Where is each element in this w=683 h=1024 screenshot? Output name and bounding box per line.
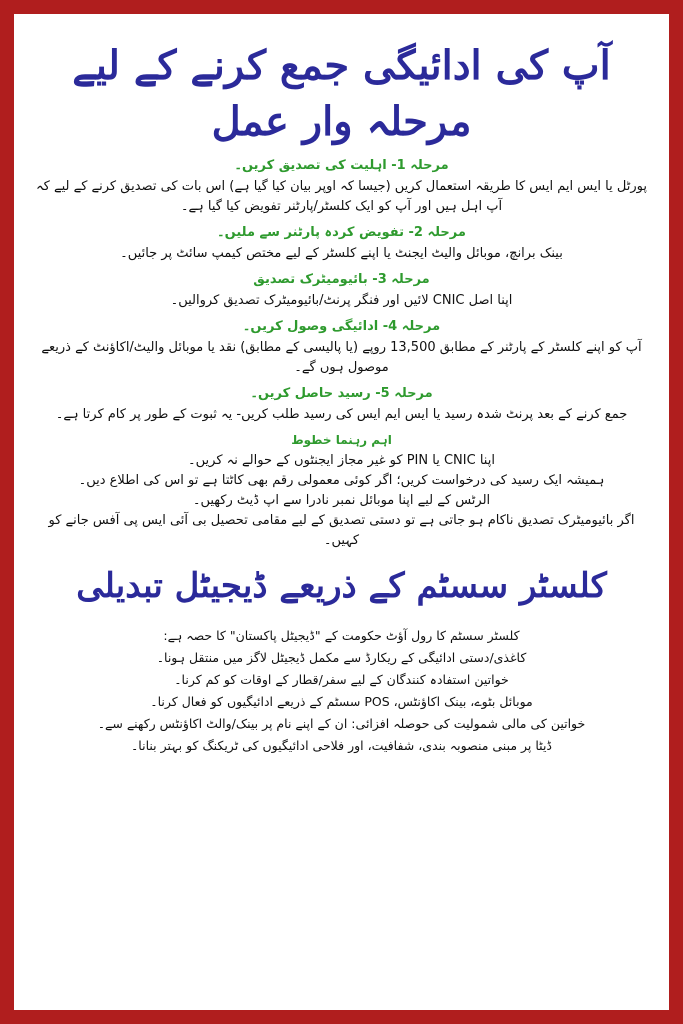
step-title: مرحلہ 5- رسید حاصل کریں۔ bbox=[250, 386, 433, 401]
step-text: بینک برانچ، موبائل والیٹ ایجنٹ یا اپنے کلسٹر کے لیے مختص کیمپ سائٹ پر جائیں۔ bbox=[120, 246, 563, 261]
section-title: کلسٹر سسٹم کے ذریعے ڈیجیٹل تبدیلی bbox=[76, 566, 607, 606]
step-title: مرحلہ 2- تفویض کردہ پارٹنر سے ملیں۔ bbox=[217, 225, 466, 240]
step-title: مرحلہ 1- اہلیت کی تصدیق کریں۔ bbox=[234, 158, 449, 173]
bullet-item: کاغذی/دستی ادائیگی کے ریکارڈ سے مکمل ڈیجیٹل لاگز میں منتقل ہونا۔ bbox=[156, 650, 527, 665]
step-text: اپنا اصل CNIC لائیں اور فنگر پرنٹ/بائیومیٹرک تصدیق کروالیں۔ bbox=[170, 293, 513, 308]
bullet-item: خواتین استفادہ کنندگان کے لیے سفر/قطار کے اوقات کو کم کرنا۔ bbox=[174, 672, 509, 687]
main-title: آپ کی ادائیگی جمع کرنے کے لیے مرحلہ وار عمل bbox=[72, 42, 611, 145]
step-text: جمع کرنے کے بعد پرنٹ شدہ رسید یا ایس ایم ایس کی رسید طلب کریں- یہ ثبوت کے طور پر کام کرتا ہے۔ bbox=[55, 407, 628, 422]
tips-title: اہم رہنما خطوط bbox=[291, 433, 392, 447]
tip-item: الرٹس کے لیے اپنا موبائل نمبر نادرا سے اپ ڈیٹ رکھیں۔ bbox=[192, 493, 491, 508]
step-2 bbox=[36, 223, 647, 264]
bullet-item: خواتین کی مالی شمولیت کی حوصلہ افزائی: ان کے اپنے نام پر بینک/والٹ اکاؤنٹس رکھنے سے۔ bbox=[97, 716, 586, 731]
bullet-item: ڈیٹا پر مبنی منصوبہ بندی، شفافیت، اور فلاحی ادائیگیوں کی ٹریکنگ کو بہتر بنانا۔ bbox=[130, 738, 552, 753]
page-frame bbox=[14, 14, 669, 1010]
content bbox=[14, 38, 669, 757]
step-text: پورٹل یا ایس ایم ایس کا طریقہ استعمال کریں (جیسا کہ اوپر بیان کیا گیا ہے) اس بات کی تصدیق کرنے کے لیے کہ آپ اہل ہیں اور آپ کو ایک کلسٹر/پارٹنر تفویض کیا گیا ہے۔ bbox=[36, 179, 647, 214]
tips bbox=[36, 431, 647, 551]
tip-item: اگر بائیومیٹرک تصدیق ناکام ہو جاتی ہے تو دستی تصدیق کے لیے مقامی تحصیل بی آئی ایس پی آفس جانے کو کہیں۔ bbox=[48, 513, 635, 548]
step-title: مرحلہ 4- ادائیگی وصول کریں۔ bbox=[242, 319, 441, 334]
step-3 bbox=[36, 270, 647, 311]
bullet-item: موبائل بٹوے، بینک اکاؤنٹس، POS سسٹم کے ذریعے ادائیگیوں کو فعال کرنا۔ bbox=[150, 694, 533, 709]
bullet-item: کلسٹر سسٹم کا رول آؤٹ حکومت کے "ڈیجیٹل پاکستان" کا حصہ ہے: bbox=[163, 628, 520, 643]
step-1 bbox=[36, 156, 647, 217]
step-title: مرحلہ 3- بائیومیٹرک تصدیق bbox=[253, 272, 430, 287]
tip-item: ہمیشہ ایک رسید کی درخواست کریں؛ اگر کوئی معمولی رقم بھی کاٹتا ہے تو اس کی اطلاع دیں۔ bbox=[78, 473, 605, 488]
bullet-list bbox=[36, 625, 647, 757]
step-text: آپ کو اپنے کلسٹر کے پارٹنر کے مطابق 13,500 روپے (یا پالیسی کے مطابق) نقد یا موبائل والیٹ/اکاؤنٹ کے ذریعے موصول ہوں گے۔ bbox=[41, 340, 642, 375]
step-5 bbox=[36, 384, 647, 425]
step-4 bbox=[36, 317, 647, 378]
tip-item: اپنا CNIC یا PIN کو غیر مجاز ایجنٹوں کے حوالے نہ کریں۔ bbox=[188, 453, 495, 468]
